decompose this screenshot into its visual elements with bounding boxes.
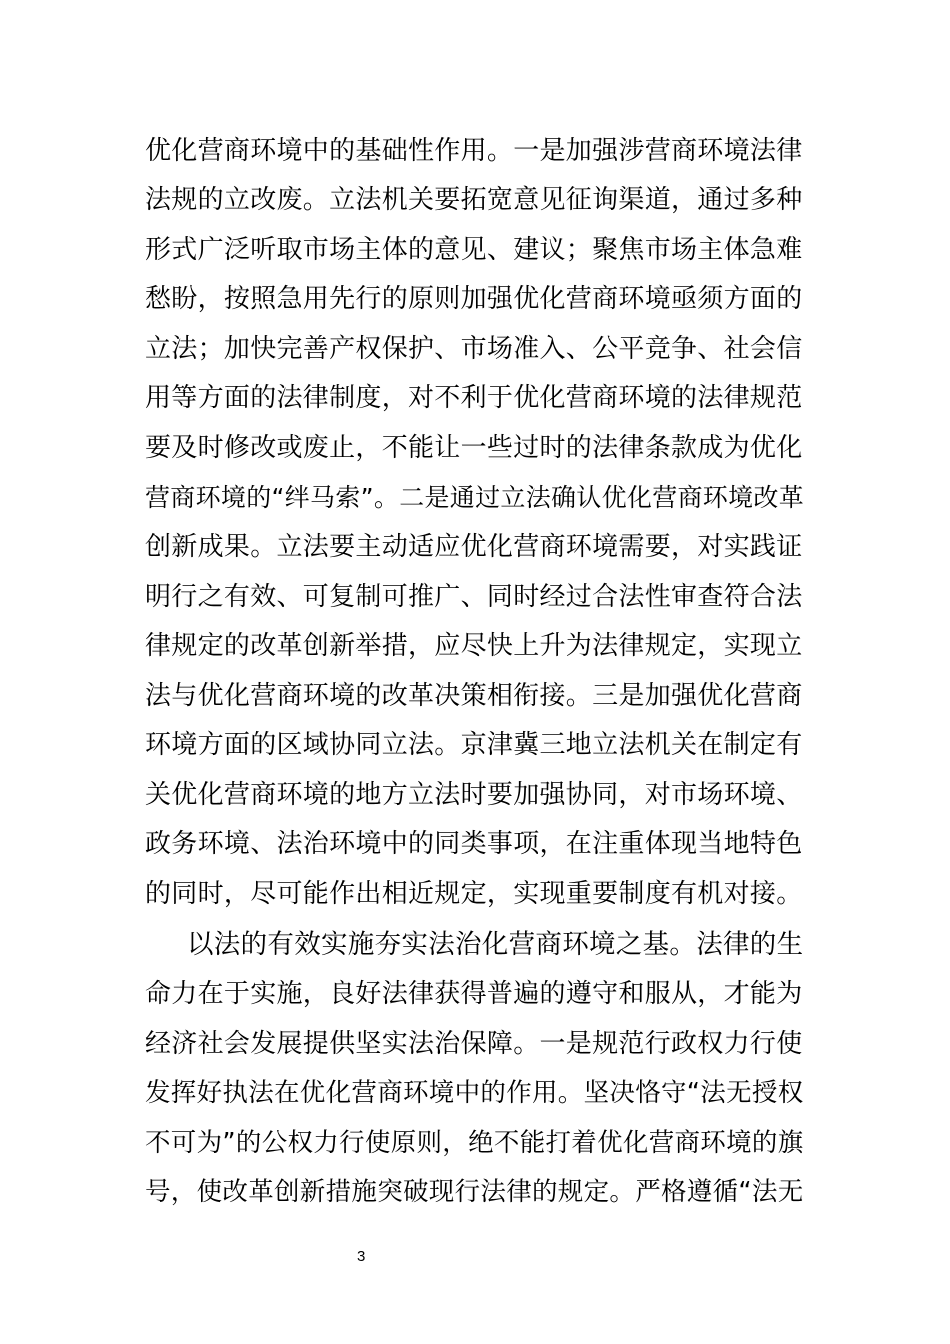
text-line: 不可为”的公权力行使原则，绝不能打着优化营商环境的旗 [145, 1128, 804, 1158]
text-line: 立法；加快完善产权保护、市场准入、公平竞争、社会信 [145, 334, 803, 364]
text-line: 关优化营商环境的地方立法时要加强协同，对市场环境、 [145, 780, 803, 810]
text-line: 优化营商环境中的基础性作用。一是加强涉营商环境法律 [145, 136, 803, 166]
text-line: 以法的有效实施夯实法治化营商环境之基。法律的生 [187, 929, 804, 960]
text-line: 的同时，尽可能作出相近规定，实现重要制度有机对接。 [145, 879, 803, 909]
text-line: 号，使改革创新措施突破现行法律的规定。严格遵循“法无 [145, 1177, 804, 1207]
text-line: 形式广泛听取市场主体的意见、建议；聚焦市场主体急难 [145, 235, 803, 265]
text-line: 法规的立改废。立法机关要拓宽意见征询渠道，通过多种 [145, 185, 803, 215]
text-line: 政务环境、法治环境中的同类事项，在注重体现当地特色 [145, 829, 803, 859]
text-line: 愁盼，按照急用先行的原则加强优化营商环境亟须方面的 [145, 284, 803, 314]
text-line: 法与优化营商环境的改革决策相衔接。三是加强优化营商 [145, 681, 803, 711]
text-line: 命力在于实施，良好法律获得普遍的遵守和服从，才能为 [145, 979, 803, 1009]
text-line: 律规定的改革创新举措，应尽快上升为法律规定，实现立 [145, 631, 803, 661]
text-line: 明行之有效、可复制可推广、同时经过合法性审查符合法 [145, 582, 803, 612]
text-line: 要及时修改或废止，不能让一些过时的法律条款成为优化 [145, 433, 803, 463]
page-number: 3 [357, 1248, 366, 1265]
text-line: 营商环境的“绊马索”。二是通过立法确认优化营商环境改革 [145, 483, 805, 512]
text-line: 发挥好执法在优化营商环境中的作用。坚决恪守“法无授权 [145, 1078, 804, 1108]
text-line: 环境方面的区域协同立法。京津冀三地立法机关在制定有 [145, 730, 803, 760]
text-line: 用等方面的法律制度，对不利于优化营商环境的法律规范 [145, 383, 803, 413]
text-line: 经济社会发展提供坚实法治保障。一是规范行政权力行使 [145, 1029, 803, 1059]
text-line: 创新成果。立法要主动适应优化营商环境需要，对实践证 [145, 532, 803, 562]
